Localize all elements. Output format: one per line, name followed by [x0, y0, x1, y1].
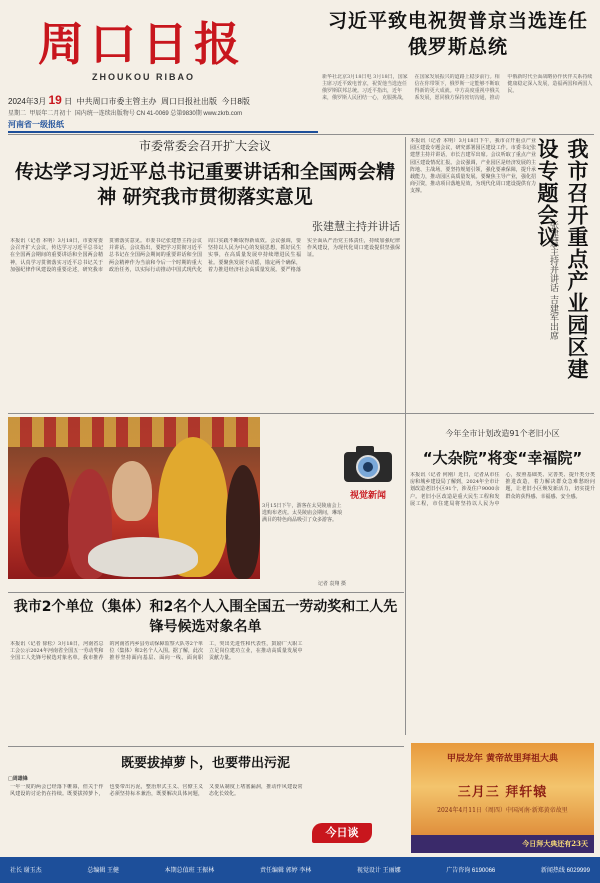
divider	[8, 746, 404, 747]
lead-headline[interactable]: 传达学习习近平总书记重要讲话和全国两会精神 研究我市贯彻落实意见	[14, 161, 395, 208]
today-badge: 今日谈	[312, 823, 372, 843]
lead-subhead: 张建慧主持并讲话	[312, 220, 400, 233]
side-story-subhead: 张建慧主持并讲话 吉建军出席	[548, 220, 558, 340]
side-story-headline[interactable]: 我市召开重点产业园区建设专题会议	[535, 138, 589, 380]
divider	[8, 134, 594, 135]
bottom-story-body: 一年一度的两会已经落下帷幕，但关于作风建设的讨论仍在持续。既要拔掉萝卜，也要带出污泥，整治形式主义、官僚主义必须坚持标本兼治，既要解决具体问题，又要从制度上堵塞漏洞，推动作风建设常态化长效化。	[10, 784, 303, 798]
ad-date-text: 2024年4月11日（周四）中国河南·新郑黄帝故里	[437, 807, 568, 814]
lead-kicker: 市委常委会召开扩大会议	[138, 139, 271, 153]
footer-item: 新闻热线 6029999	[540, 868, 590, 874]
footer-item: 本期总值班 王振林	[164, 868, 215, 874]
publisher: 中共周口市委主管主办	[76, 97, 157, 106]
toy-tiger	[88, 537, 198, 577]
footer-bar	[0, 857, 600, 883]
person-figure	[112, 461, 152, 521]
right-story-body: 本报讯（记者 何刚）近日，记者从市住房和城乡建设局了解到，2024年全市计划改造老旧小区91个，涉及住户9000余户。老旧小区改造是重大民生工程和发展工程，市住建局将坚持以人民为中心，按照基础类、完善类、提升类分类推进改造，着力解决群众急难愁盼问题，让老旧小区焕发新活力，切实提升群众的获得感、幸福感、安全感。	[410, 472, 595, 507]
date-prefix: 2024年3月	[8, 97, 47, 106]
bottom-story-author: □周雄锋	[8, 776, 28, 782]
grade-label: 河南省一级报纸	[8, 120, 64, 129]
publication-info: 国内统一连续出版物号 CN 41-0069 总第9830期 www.zkrb.com	[74, 111, 243, 117]
ad-top-text: 甲辰龙年 黄帝故里拜祖大典	[446, 754, 559, 764]
ad-countdown: 今日拜大典还有23天	[411, 835, 594, 853]
right-story-kicker: 今年全市计划改造91个老旧小区	[445, 429, 560, 438]
right-story-headline[interactable]: “大杂院”将变“幸福院”	[422, 449, 583, 467]
divider	[405, 137, 406, 417]
date-suffix: 日	[64, 97, 73, 106]
footer-item: 责任编辑 郭婷 李林	[259, 868, 312, 874]
footer-item: 社长 谢玉杰	[10, 868, 42, 874]
issue: 周口日报社出版	[160, 97, 217, 106]
lunar-date: 甲辰年二月初十	[29, 111, 72, 117]
advertisement[interactable]	[411, 743, 594, 853]
date-day: 19	[48, 93, 62, 107]
divider	[405, 415, 406, 735]
ad-main-text: 三月三 拜轩辕	[457, 785, 548, 800]
logo-pinyin: ZHOUKOU RIBAO	[92, 72, 195, 82]
weekday: 星期二	[8, 111, 27, 117]
news-photo[interactable]	[8, 417, 260, 579]
person-figure	[20, 457, 70, 577]
date-line	[8, 93, 308, 107]
side-story-body: 本报讯（记者 本明）3月18日下午，我市召开重点产业园区建设专题会议，研究部署园区建设工作。市委书记张建慧主持并讲话，市长吉建军出席。会议听取了重点产业园区建设情况汇报。会议强调，产业园区是经济发展的主阵地、主战场，要坚持规划引领，强化要素保障，提升承载能力，推动园区高质量发展。要聚焦主导产业，强化招商引资，推动项目落地见效，为现代化周口建设提供有力支撑。	[410, 138, 536, 195]
footer-item: 广告咨询 6190066	[446, 868, 496, 874]
lower-story-body: 本报讯（记者 徐松）3月18日，河南省总工会公示2024年河南省全国五一劳动奖和全国工人先锋号候选对象名单。我市推荐的河南省内乡县劳动保障监察大队等2个单位（集体）和2名个人入围。据了解，此次推荐坚持面向基层、面向一线、面向职工，突出先进性和代表性，鼓励广大职工立足岗位建功立业，在推动高质量发展中贡献力量。	[10, 641, 303, 662]
photo-caption: 3月15日下午，游客在太昊陵庙会上选购布老虎。太昊陵庙会期间，琳琅满目的特色商品吸引了众多游客。	[262, 503, 343, 523]
lower-story-headline[interactable]: 我市2个单位（集体）和2名个人入围全国五一劳动奖和工人先锋号候选对象名单	[13, 599, 398, 635]
divider	[8, 413, 594, 414]
top-story-headline[interactable]: 习近平致电祝贺普京当选连任俄罗斯总统	[327, 10, 588, 58]
lead-body: 本报讯（记者 本明）3月18日，市委常委会召开扩大会议，传达学习习近平总书记在全国两会期间的重要讲话和全国两会精神，认真学习贯彻落实习近平总书记关于加强纪律作风建设的重要论述，研究我市贯彻落实意见。市委书记张建慧主持会议并讲话。会议指出，要把学习贯彻习近平总书记在全国两会期间的重要讲话和全国两会精神作为当前和今后一个时期的重大政治任务，以实际行动推动中国式现代化周口实践不断取得新成效。会议强调，要坚持以人民为中心的发展思想，抓好民生实事，在高质量发展中持续增进民生福祉。要聚焦发展不动摇，锚定两个确保，着力推进经济社会高质量发展。要严格落实全面从严治党主体责任，持续加强纪律作风建设，为现代化周口建设提供坚强保证。	[10, 238, 400, 273]
masthead-rule	[8, 131, 318, 133]
footer-item: 视觉设计 王丽娜	[356, 868, 401, 874]
bottom-story-headline[interactable]: 既要拔掉萝卜，也要带出污泥	[120, 756, 290, 771]
person-figure	[226, 465, 260, 579]
photo-credit: 记者 袁翔 摄	[317, 581, 346, 587]
pages: 今日8版	[221, 97, 250, 106]
footer-item: 总编辑 王健	[87, 868, 119, 874]
newspaper-logo: 周口日报	[38, 17, 246, 71]
top-story	[322, 8, 594, 72]
top-story-text: 新华社北京3月18日电 3月18日，国家主席习近平致电普京，祝贺他当选连任俄罗斯联邦总统。习近平指出，近年来，俄罗斯人民团结一心，克服挑战，在国家发展振兴的道路上稳步前行。相信在你带领下，俄罗斯一定能够不断取得新的更大成就。中方高度重视中俄关系发展，愿同俄方保持密切沟通，推动中俄新时代全面战略协作伙伴关系持续健康稳定深入发展，造福两国和两国人民。	[322, 74, 593, 101]
info-line	[8, 108, 242, 117]
visual-news-label: 视觉新闻	[349, 491, 386, 501]
market-stall	[8, 417, 260, 447]
divider	[8, 592, 404, 593]
